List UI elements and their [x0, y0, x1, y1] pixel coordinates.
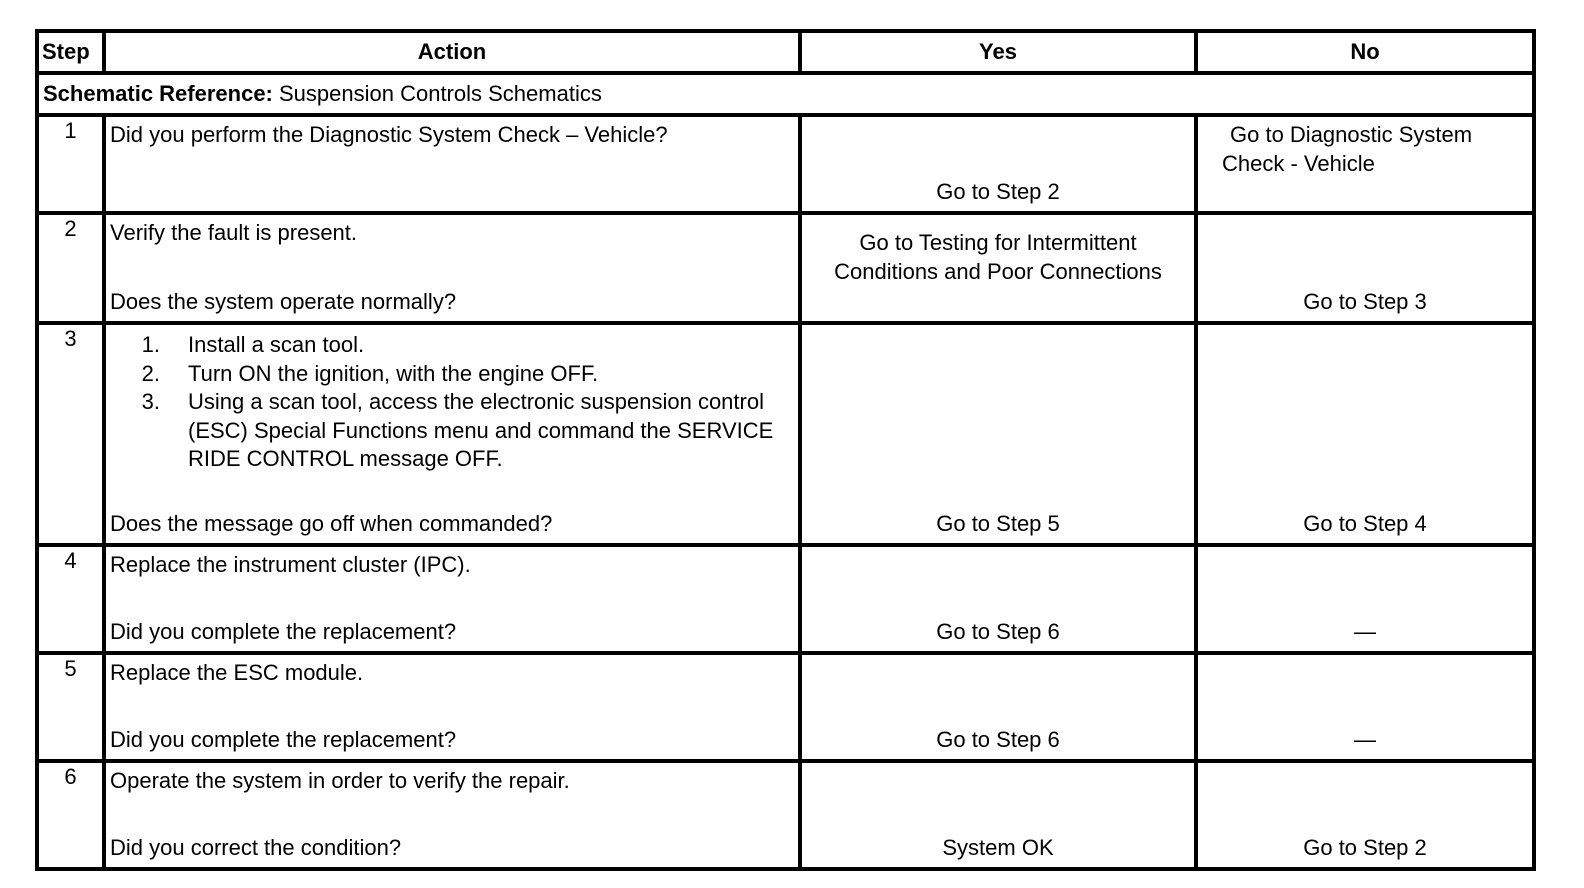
- table-row: [37, 761, 1534, 869]
- schematic-reference-label: Schematic Reference:: [43, 80, 273, 106]
- no-cell: [1196, 761, 1534, 869]
- no-link-line1: Go to Diagnostic System: [1230, 122, 1473, 147]
- action-cell: [104, 653, 800, 761]
- yes-cell: [800, 323, 1196, 545]
- no-link[interactable]: [1222, 121, 1512, 178]
- table-row: [37, 545, 1534, 653]
- action-text: Replace the ESC module.: [110, 660, 364, 685]
- action-question: Did you complete the replacement?: [110, 619, 457, 645]
- step-number: 1: [37, 115, 104, 213]
- yes-link-line2: Conditions and Poor Connections: [834, 258, 1162, 284]
- step-number: 2: [37, 213, 104, 323]
- no-cell: [1196, 323, 1534, 545]
- no-value: —: [1354, 727, 1376, 753]
- schematic-reference-link[interactable]: Suspension Controls Schematics: [272, 80, 602, 106]
- action-cell: [104, 115, 800, 213]
- action-cell: [104, 545, 800, 653]
- header-row: [37, 31, 1534, 73]
- no-link[interactable]: Go to Step 4: [1303, 511, 1427, 537]
- table-row: [37, 653, 1534, 761]
- table-row: [37, 115, 1534, 213]
- yes-link[interactable]: [802, 229, 1194, 286]
- no-cell: [1196, 213, 1534, 323]
- yes-link-line1: Go to Testing for Intermittent: [859, 230, 1137, 255]
- step-number: 4: [37, 545, 104, 653]
- action-cell: [104, 761, 800, 869]
- no-value: —: [1354, 619, 1376, 645]
- no-link[interactable]: Go to Step 3: [1303, 289, 1427, 315]
- action-text: Did you perform the Diagnostic System Check – Vehicle?: [110, 122, 668, 147]
- schematic-reference: [37, 73, 1534, 115]
- yes-cell: [800, 545, 1196, 653]
- step-number: 6: [37, 761, 104, 869]
- step-number: 5: [37, 653, 104, 761]
- action-question: Does the message go off when commanded?: [110, 511, 553, 537]
- no-link-line2: Check - Vehicle: [1222, 150, 1375, 176]
- no-cell: [1196, 115, 1534, 213]
- action-question: Does the system operate normally?: [110, 289, 457, 315]
- header-action: Action: [104, 31, 800, 73]
- no-link[interactable]: Go to Step 2: [1303, 835, 1427, 861]
- substep: 3. Using a scan tool, access the electronic suspension control (ESC) Special Functions menu and command the SERVICE RIDE CONTROL message OFF.: [141, 389, 774, 472]
- no-cell: [1196, 653, 1534, 761]
- table-row: [37, 323, 1534, 545]
- action-text: Verify the fault is present.: [110, 220, 358, 245]
- action-text: Operate the system in order to verify the repair.: [110, 768, 570, 793]
- action-cell: [104, 213, 800, 323]
- yes-cell: [800, 115, 1196, 213]
- header-step: Step: [37, 31, 104, 73]
- substep-list: [110, 331, 794, 474]
- action-text: Replace the instrument cluster (IPC).: [110, 552, 471, 577]
- table-row: [37, 213, 1534, 323]
- yes-cell: [800, 761, 1196, 869]
- yes-link[interactable]: Go to Step 2: [936, 179, 1060, 205]
- yes-link[interactable]: Go to Step 6: [936, 727, 1060, 753]
- step-number: 3: [37, 323, 104, 545]
- no-cell: [1196, 545, 1534, 653]
- substep: 1. Install a scan tool.: [141, 332, 365, 357]
- action-question: Did you complete the replacement?: [110, 727, 457, 753]
- yes-cell: [800, 653, 1196, 761]
- header-yes: Yes: [800, 31, 1196, 73]
- header-no: No: [1196, 31, 1534, 73]
- action-cell: [104, 323, 800, 545]
- schematic-reference-row: [37, 73, 1534, 115]
- diagnostic-table: [35, 29, 1536, 871]
- yes-value: System OK: [942, 835, 1054, 861]
- yes-link[interactable]: Go to Step 6: [936, 619, 1060, 645]
- yes-link[interactable]: Go to Step 5: [936, 511, 1060, 537]
- substep: 2. Turn ON the ignition, with the engine OFF.: [141, 360, 599, 386]
- yes-cell: [800, 213, 1196, 323]
- action-question: Did you correct the condition?: [110, 835, 402, 861]
